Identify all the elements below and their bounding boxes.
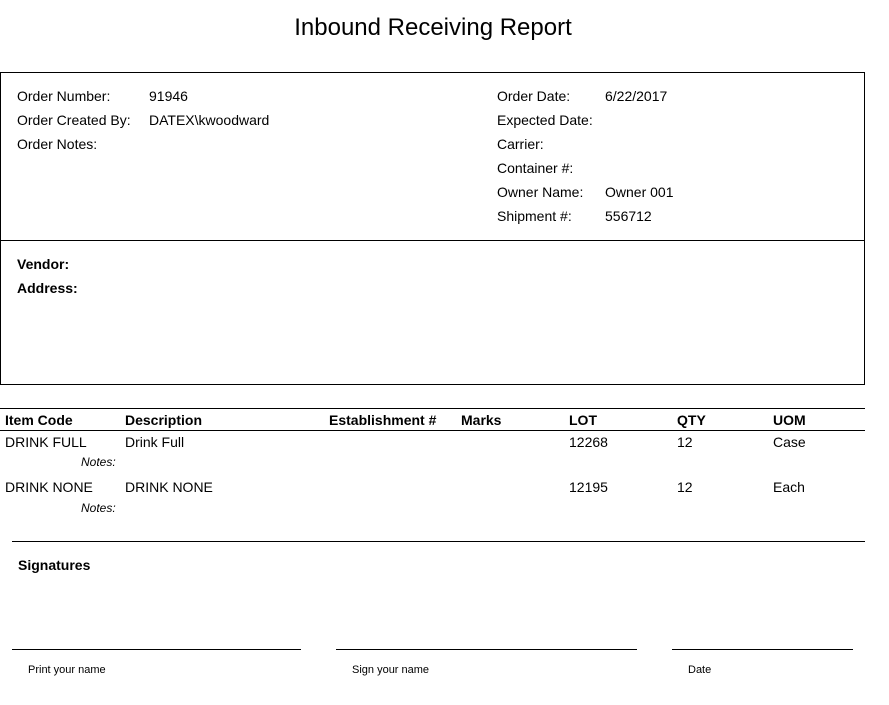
expected-date-label: Expected Date:	[497, 112, 593, 128]
header-qty: QTY	[677, 412, 706, 428]
vendor-box	[0, 240, 865, 385]
table-header-rule	[0, 430, 865, 431]
row-2-notes-label: Notes:	[81, 501, 116, 515]
header-establishment: Establishment #	[329, 412, 437, 428]
row-1-item-code: DRINK FULL	[5, 434, 87, 450]
order-number-value: 91946	[149, 88, 188, 104]
date-line	[672, 649, 853, 650]
header-marks: Marks	[461, 412, 502, 428]
header-lot: LOT	[569, 412, 597, 428]
table-top-rule	[0, 408, 865, 409]
row-1-uom: Case	[773, 434, 806, 450]
carrier-label: Carrier:	[497, 136, 544, 152]
print-name-line	[12, 649, 301, 650]
header-uom: UOM	[773, 412, 806, 428]
order-info-box	[0, 72, 865, 241]
row-2-uom: Each	[773, 479, 805, 495]
row-2-lot: 12195	[569, 479, 608, 495]
shipment-value: 556712	[605, 208, 652, 224]
row-1-notes-label: Notes:	[81, 455, 116, 469]
header-item-code: Item Code	[5, 412, 73, 428]
signatures-heading: Signatures	[18, 557, 91, 573]
order-created-by-value: DATEX\kwoodward	[149, 112, 270, 128]
sign-name-caption: Sign your name	[352, 664, 430, 676]
date-caption: Date	[688, 664, 712, 676]
sign-name-line	[336, 649, 637, 650]
row-2-item-code: DRINK NONE	[5, 479, 93, 495]
order-date-value: 6/22/2017	[605, 88, 668, 104]
order-date-label: Order Date:	[497, 88, 571, 104]
row-1-description: Drink Full	[125, 434, 185, 450]
vendor-label: Vendor:	[17, 256, 70, 272]
owner-name-value: Owner 001	[605, 184, 674, 200]
row-2-qty: 12	[677, 479, 693, 495]
row-2-description: DRINK NONE	[125, 479, 213, 495]
owner-name-label: Owner Name:	[497, 184, 584, 200]
address-label: Address:	[17, 280, 78, 296]
order-number-label: Order Number:	[17, 88, 111, 104]
report-title: Inbound Receiving Report	[294, 14, 572, 41]
print-name-caption: Print your name	[28, 664, 106, 676]
order-notes-label: Order Notes:	[17, 136, 98, 152]
shipment-label: Shipment #:	[497, 208, 572, 224]
header-description: Description	[125, 412, 203, 428]
row-1-qty: 12	[677, 434, 693, 450]
row-1-lot: 12268	[569, 434, 608, 450]
container-label: Container #:	[497, 160, 574, 176]
signatures-rule	[12, 541, 865, 542]
order-created-by-label: Order Created By:	[17, 112, 131, 128]
